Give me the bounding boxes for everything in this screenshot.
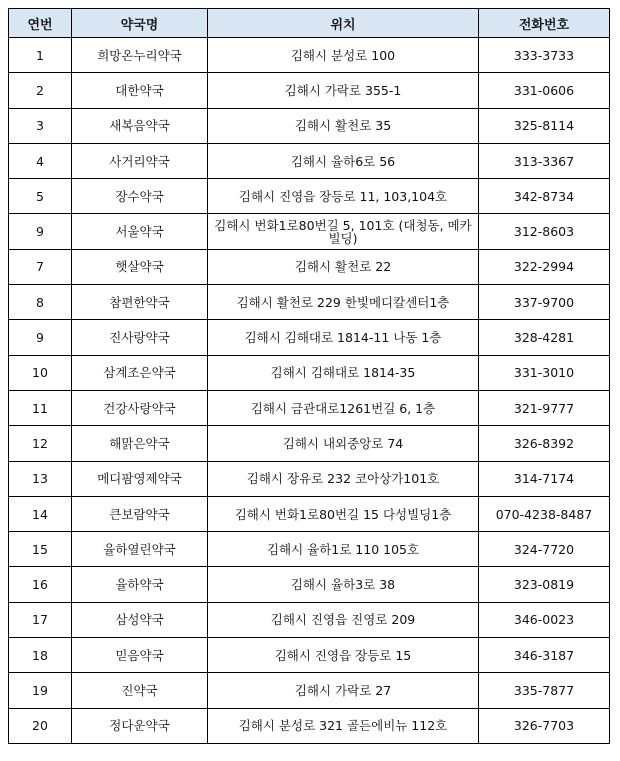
- cell-phone: 333-3733: [479, 38, 610, 73]
- header-number: 연번: [9, 9, 72, 38]
- cell-phone: 326-8392: [479, 426, 610, 461]
- cell-number: 9: [9, 214, 72, 249]
- cell-number: 9: [9, 320, 72, 355]
- cell-location: 김해시 분성로 100: [208, 38, 479, 73]
- cell-location: 김해시 가락로 355-1: [208, 73, 479, 108]
- table-row: [9, 390, 610, 425]
- cell-phone: 326-7703: [479, 708, 610, 743]
- cell-number: 10: [9, 355, 72, 390]
- cell-pharmacy-name: 장수약국: [72, 179, 208, 214]
- cell-number: 13: [9, 461, 72, 496]
- cell-phone: 328-4281: [479, 320, 610, 355]
- cell-pharmacy-name: 진약국: [72, 673, 208, 708]
- table-row: [9, 532, 610, 567]
- cell-number: 11: [9, 390, 72, 425]
- cell-location: 김해시 분성로 321 골든에비뉴 112호: [208, 708, 479, 743]
- cell-phone: 313-3367: [479, 143, 610, 178]
- cell-number: 20: [9, 708, 72, 743]
- cell-number: 14: [9, 496, 72, 531]
- cell-phone: 321-9777: [479, 390, 610, 425]
- cell-phone: 346-0023: [479, 602, 610, 637]
- table-row: [9, 567, 610, 602]
- cell-phone: 331-0606: [479, 73, 610, 108]
- cell-location: 김해시 율하3로 38: [208, 567, 479, 602]
- cell-pharmacy-name: 해맑은약국: [72, 426, 208, 461]
- pharmacy-table: [8, 8, 610, 744]
- cell-number: 19: [9, 673, 72, 708]
- cell-location: 김해시 활천로 229 한빛메디칼센터1층: [208, 285, 479, 320]
- cell-phone: 346-3187: [479, 638, 610, 673]
- cell-location: 김해시 활천로 22: [208, 249, 479, 284]
- cell-pharmacy-name: 율하약국: [72, 567, 208, 602]
- cell-location: 김해시 활천로 35: [208, 108, 479, 143]
- cell-location: 김해시 번화1로80번길 15 다성빌딩1층: [208, 496, 479, 531]
- cell-location: 김해시 번화1로80번길 5, 101호 (대청동, 메카빌딩): [208, 214, 479, 249]
- table-row: [9, 708, 610, 743]
- cell-pharmacy-name: 율하열린약국: [72, 532, 208, 567]
- header-location: 위치: [208, 9, 479, 38]
- cell-pharmacy-name: 진사랑약국: [72, 320, 208, 355]
- table-row: [9, 426, 610, 461]
- cell-number: 1: [9, 38, 72, 73]
- cell-number: 12: [9, 426, 72, 461]
- cell-phone: 324-7720: [479, 532, 610, 567]
- cell-number: 15: [9, 532, 72, 567]
- cell-number: 8: [9, 285, 72, 320]
- header-pharmacy-name: 약국명: [72, 9, 208, 38]
- cell-phone: 325-8114: [479, 108, 610, 143]
- cell-pharmacy-name: 희망온누리약국: [72, 38, 208, 73]
- cell-pharmacy-name: 서울약국: [72, 214, 208, 249]
- cell-pharmacy-name: 큰보람약국: [72, 496, 208, 531]
- cell-number: 16: [9, 567, 72, 602]
- cell-location: 김해시 금관대로1261번길 6, 1층: [208, 390, 479, 425]
- table-row: [9, 638, 610, 673]
- table-body: [9, 38, 610, 744]
- table-row: [9, 249, 610, 284]
- cell-number: 4: [9, 143, 72, 178]
- cell-pharmacy-name: 건강사랑약국: [72, 390, 208, 425]
- cell-phone: 322-2994: [479, 249, 610, 284]
- cell-number: 18: [9, 638, 72, 673]
- cell-location: 김해시 김해대로 1814-11 나동 1층: [208, 320, 479, 355]
- cell-phone: 323-0819: [479, 567, 610, 602]
- table-row: [9, 143, 610, 178]
- cell-number: 3: [9, 108, 72, 143]
- cell-phone: 335-7877: [479, 673, 610, 708]
- table-row: [9, 461, 610, 496]
- table-row: [9, 285, 610, 320]
- cell-pharmacy-name: 사거리약국: [72, 143, 208, 178]
- pharmacy-table-container: [8, 8, 609, 744]
- cell-location: 김해시 가락로 27: [208, 673, 479, 708]
- cell-location: 김해시 율하1로 110 105호: [208, 532, 479, 567]
- cell-pharmacy-name: 믿음약국: [72, 638, 208, 673]
- cell-phone: 312-8603: [479, 214, 610, 249]
- cell-pharmacy-name: 삼계조은약국: [72, 355, 208, 390]
- table-header-row: [9, 9, 610, 38]
- table-row: [9, 73, 610, 108]
- cell-location: 김해시 김해대로 1814-35: [208, 355, 479, 390]
- cell-location: 김해시 장유로 232 코아상가101호: [208, 461, 479, 496]
- header-phone: 전화번호: [479, 9, 610, 38]
- table-row: [9, 179, 610, 214]
- cell-pharmacy-name: 참편한약국: [72, 285, 208, 320]
- table-row: [9, 496, 610, 531]
- table-row: [9, 602, 610, 637]
- cell-phone: 314-7174: [479, 461, 610, 496]
- table-row: [9, 673, 610, 708]
- cell-phone: 342-8734: [479, 179, 610, 214]
- table-row: [9, 355, 610, 390]
- cell-number: 5: [9, 179, 72, 214]
- cell-location: 김해시 진영읍 진영로 209: [208, 602, 479, 637]
- cell-pharmacy-name: 대한약국: [72, 73, 208, 108]
- cell-number: 17: [9, 602, 72, 637]
- cell-phone: 070-4238-8487: [479, 496, 610, 531]
- table-row: [9, 108, 610, 143]
- cell-number: 2: [9, 73, 72, 108]
- cell-pharmacy-name: 메디팜영제약국: [72, 461, 208, 496]
- cell-pharmacy-name: 새복음약국: [72, 108, 208, 143]
- cell-location: 김해시 진영읍 장등로 15: [208, 638, 479, 673]
- cell-location: 김해시 진영읍 장등로 11, 103,104호: [208, 179, 479, 214]
- table-row: [9, 320, 610, 355]
- cell-pharmacy-name: 햇살약국: [72, 249, 208, 284]
- cell-location: 김해시 율하6로 56: [208, 143, 479, 178]
- cell-phone: 337-9700: [479, 285, 610, 320]
- cell-number: 7: [9, 249, 72, 284]
- cell-phone: 331-3010: [479, 355, 610, 390]
- table-row: [9, 214, 610, 249]
- cell-pharmacy-name: 삼성약국: [72, 602, 208, 637]
- cell-pharmacy-name: 정다운약국: [72, 708, 208, 743]
- cell-location: 김해시 내외중앙로 74: [208, 426, 479, 461]
- table-row: [9, 38, 610, 73]
